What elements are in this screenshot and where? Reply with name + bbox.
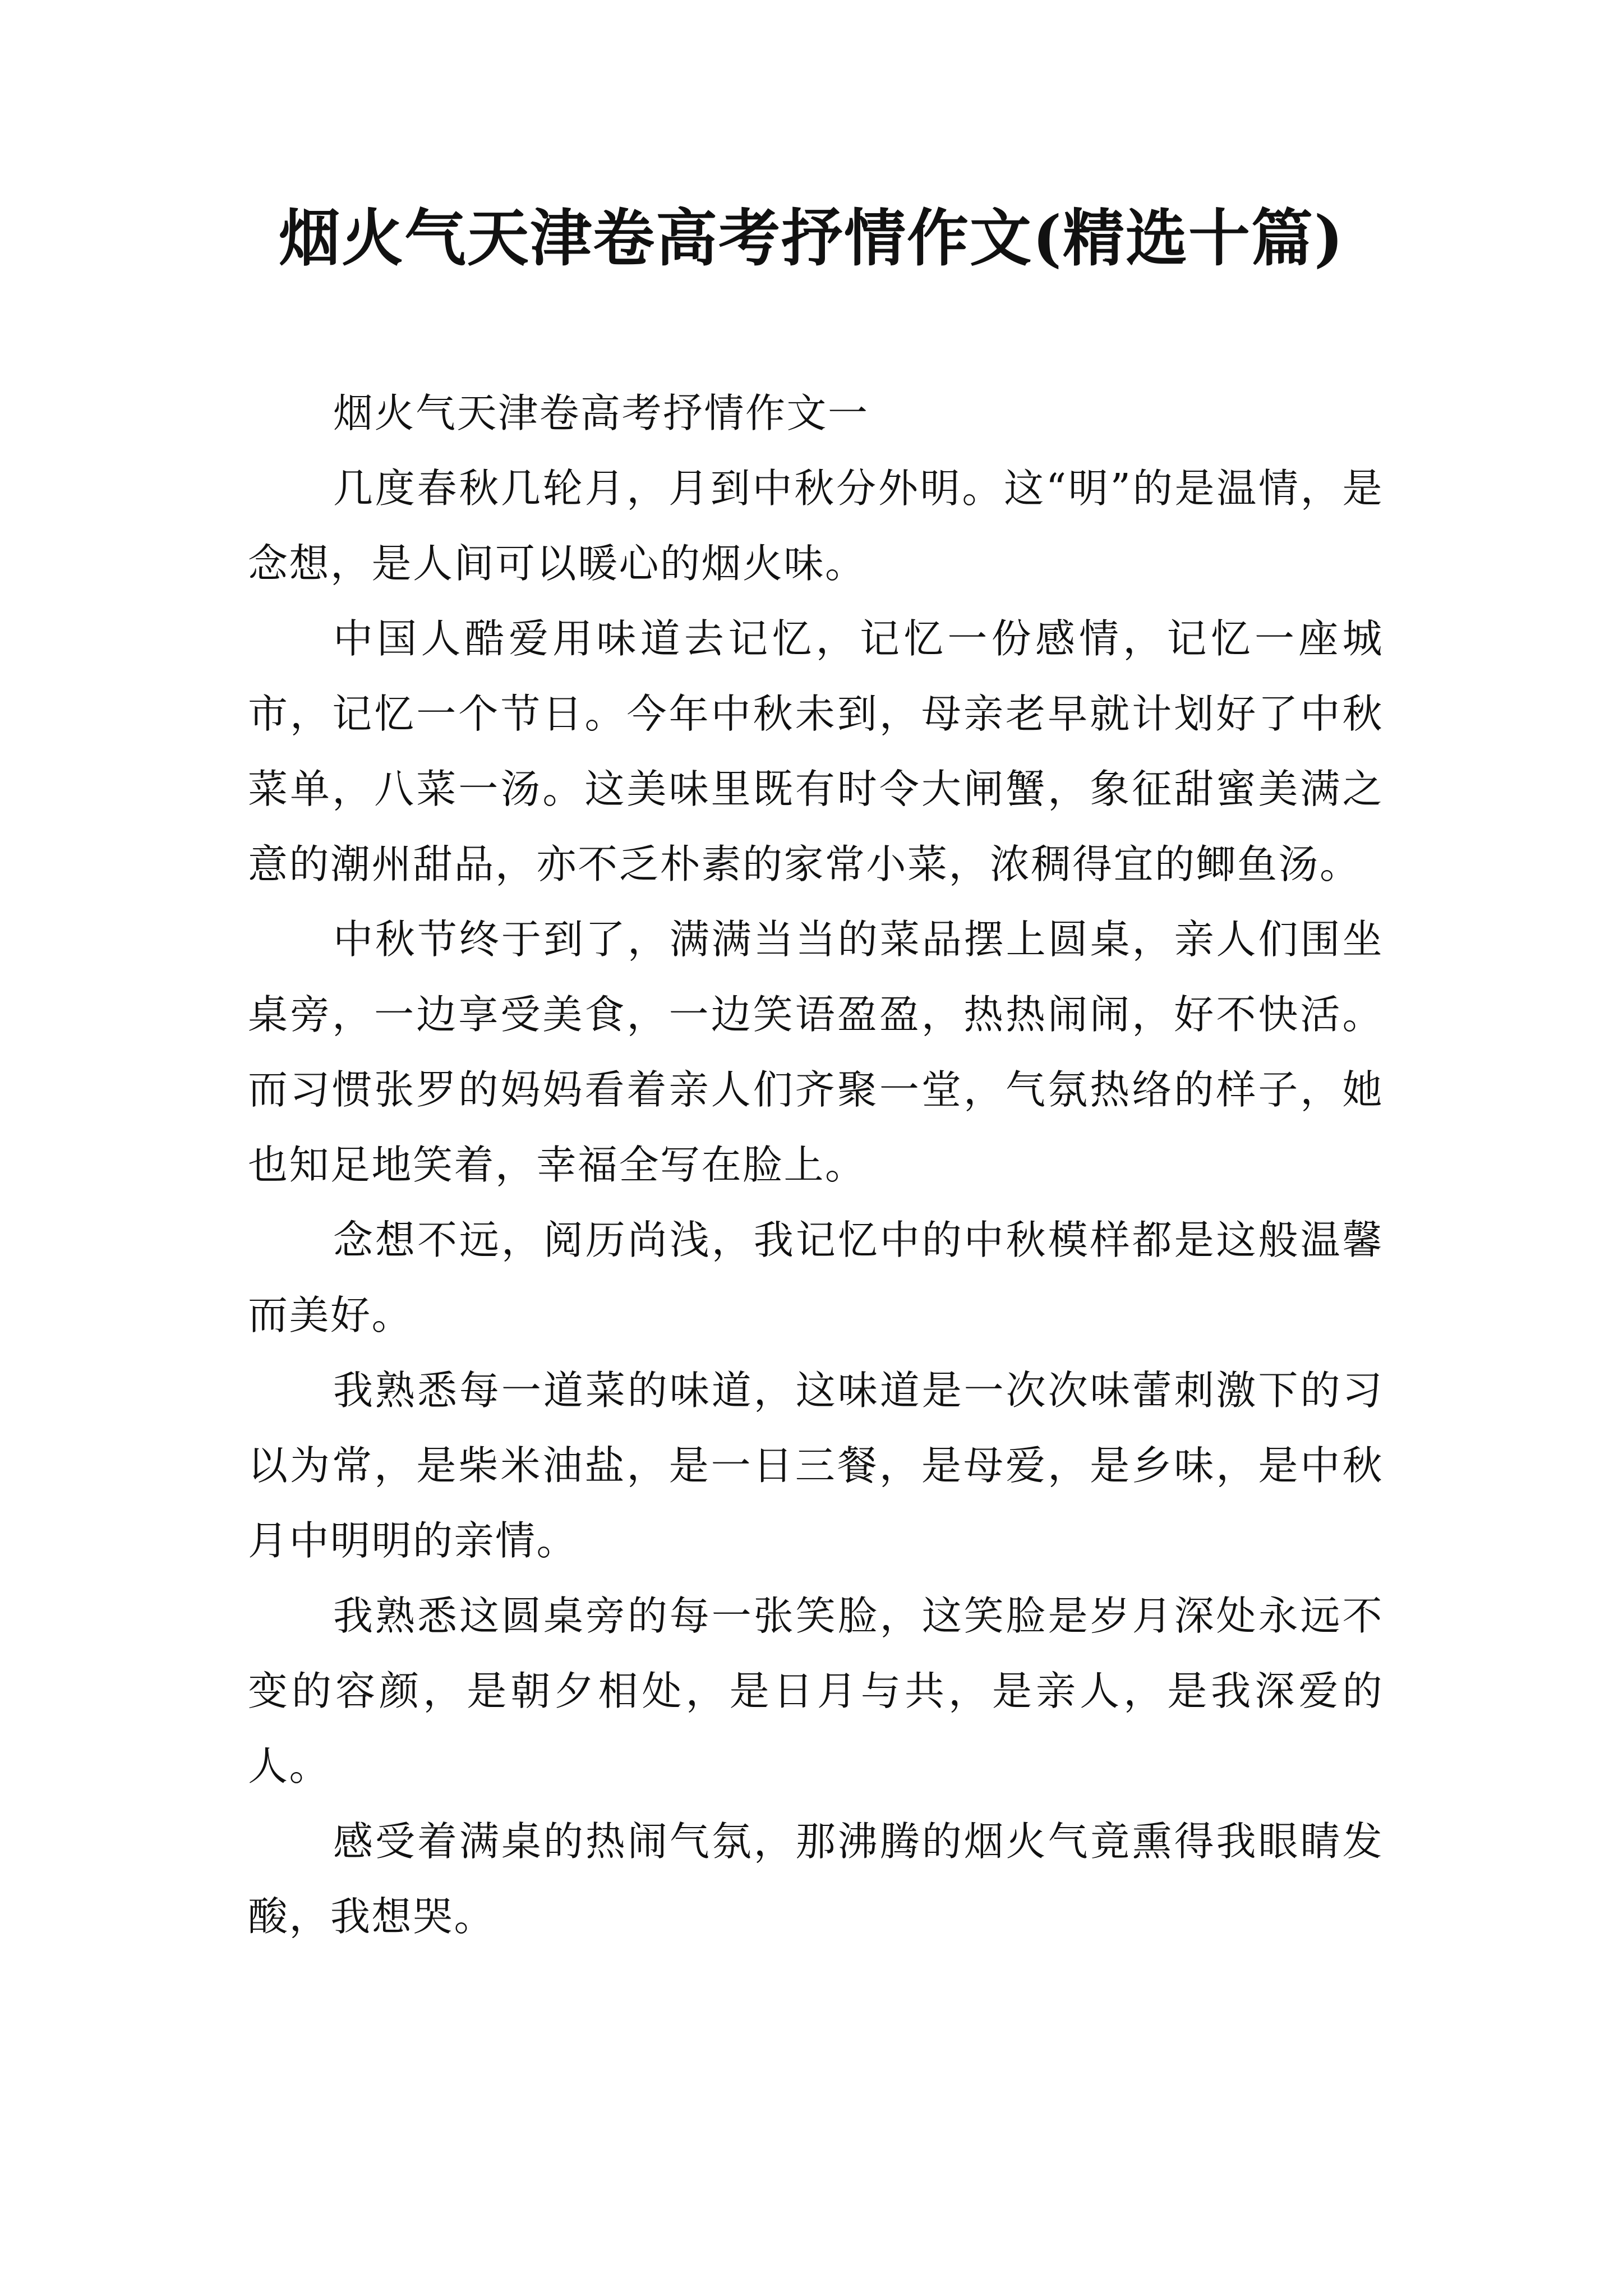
paragraph: 几度春秋几轮月，月到中秋分外明。这“明”的是温情，是念想，是人间可以暖心的烟火味。 xyxy=(248,465,1384,587)
page-title: 烟火气天津卷高考抒情作文(精选十篇) xyxy=(278,202,1345,274)
section-heading: 烟火气天津卷高考抒情作文一 xyxy=(333,390,869,436)
paragraph: 我熟悉这圆桌旁的每一张笑脸，这笑脸是岁月深处永远不变的容颜，是朝夕相处，是日月与共，是亲人，是我深爱的人。 xyxy=(248,1593,1384,1789)
paragraph: 我熟悉每一道菜的味道，这味道是一次次味蕾刺激下的习以为常，是柴米油盐，是一日三餐，是母爱，是乡味，是中秋月中明明的亲情。 xyxy=(248,1367,1384,1564)
paragraph: 中国人酷爱用味道去记忆，记忆一份感情，记忆一座城市，记忆一个节日。今年中秋未到，母亲老早就计划好了中秋菜单，八菜一汤。这美味里既有时令大闸蟹，象征甜蜜美满之意的潮州甜品，亦不乏朴素的家常小菜，浓稠得宜的鲫鱼汤。 xyxy=(248,615,1384,887)
document-body xyxy=(248,376,1384,1954)
paragraph: 中秋节终于到了，满满当当的菜品摆上圆桌，亲人们围坐桌旁，一边享受美食，一边笑语盈盈，热热闹闹，好不快活。而习惯张罗的妈妈看着亲人们齐聚一堂，气氛热络的样子，她也知足地笑着，幸福全写在脸上。 xyxy=(248,916,1384,1188)
paragraph: 感受着满桌的热闹气氛，那沸腾的烟火气竟熏得我眼睛发酸，我想哭。 xyxy=(248,1818,1384,1940)
paragraph: 念想不远，阅历尚浅，我记忆中的中秋模样都是这般温馨而美好。 xyxy=(248,1217,1384,1338)
